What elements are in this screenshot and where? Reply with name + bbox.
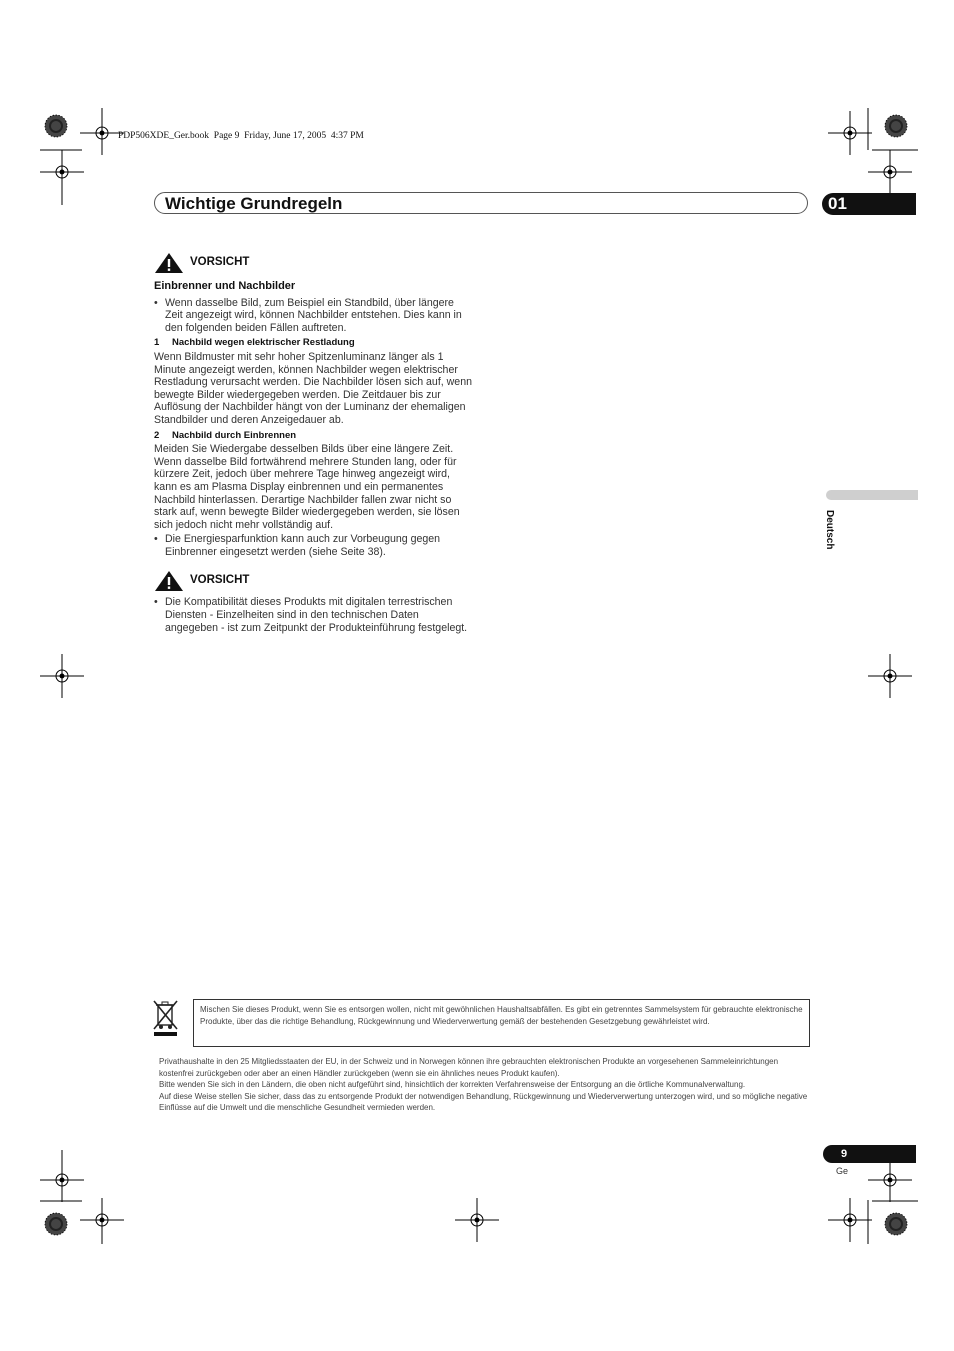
page-number: 9: [841, 1148, 848, 1160]
paragraph: Meiden Sie Wiedergabe desselben Bilds über eine längere Zeit. Wenn dasselbe Bild fortwährend mehrere Stunden lang, oder für kürzere Zeit, jedoch über mehrere Tage hinweg angezeigt wird, kann es am Plasma Display einbrennen und ein permanentes Nachbild hinterlassen. Derartige Nachbilder fallen zwar nicht so stark auf, wenn bewegte Bilder wiedergegeben werden, sie lösen sich jedoch nicht mehr vollständig auf.: [154, 443, 460, 531]
main-content: [154, 252, 474, 636]
bullet-item: • Wenn dasselbe Bild, zum Beispiel ein Standbild, über längere Zeit angezeigt wird, können Nachbilder entstehen. Dies kann in den folgenden beiden Fällen auftreten.: [154, 297, 474, 335]
chapter-number: 01: [828, 194, 847, 213]
paragraph: Wenn Bildmuster mit sehr hoher Spitzenluminanz länger als 1 Minute angezeigt werden, können Nachbilder wegen elektrischer Restladung verursacht werden. Die Nachbilder lösen sich auf, wenn bewegte Bilder wiedergegeben werden. Die Zeitdauer bis zur Auflösung der Nachbilder hängt von der Luminanz der ehemaligen Standbilder und deren Anzeigedauer ab.: [154, 350, 472, 426]
language-tab-label: Deutsch: [824, 510, 835, 550]
page-number-badge: [823, 1145, 916, 1163]
chapter-title-bar: [154, 192, 808, 214]
chapter-number-badge: [822, 193, 916, 215]
caution-heading-1: [154, 252, 474, 278]
language-tab: [826, 490, 918, 500]
file-info-header: PDP506XDE_Ger.book Page 9 Friday, June 17, 2005 4:37 PM: [118, 131, 364, 141]
paragraph: Auf diese Weise stellen Sie sicher, dass das zu entsorgende Produkt der notwendigen Behandlung, Rückgewinnung und Wiederverwertung unterzogen wird, und so mögliche negative Einflüsse auf die Umwelt und die menschliche Gesundheit vermieden werden.: [159, 1091, 808, 1113]
numbered-heading-1: 1 Nachbild wegen elektrischer Restladung: [154, 337, 355, 349]
crossed-out-wheelie-bin-icon: [152, 999, 180, 1037]
caution-label: VORSICHT: [190, 574, 250, 587]
paragraph: Bitte wenden Sie sich in den Ländern, die oben nicht aufgeführt sind, hinsichtlich der korrekten Verfahrensweise der Entsorgung an die örtliche Kommunalverwaltung.: [159, 1080, 746, 1090]
caution-label: VORSICHT: [190, 256, 250, 268]
bullet-item: • Die Kompatibilität dieses Produkts mit digitalen terrestrischen Diensten - Einzelheiten sind in den technischen Daten angegeben - ist zum Zeitpunkt der Produkteinführung festgelegt.: [154, 596, 474, 634]
paragraph: Privathaushalte in den 25 Mitgliedsstaaten der EU, in der Schweiz und in Norwegen können ihre gebrauchten elektronischen Produkte an vorgesehenen Sammeleinrichtungen kostenfrei zurückgeben oder aber an einen Händler zurückgeben (wenn sie ein ähnliches neues Produkt kaufen).: [159, 1057, 779, 1078]
disposal-notice-box: Mischen Sie dieses Produkt, wenn Sie es entsorgen wollen, nicht mit gewöhnlichen Haushaltsabfällen. Es gibt ein getrenntes Sammelsystem für gebrauchte elektronische Produkte, über das die richtige Behandlung, Rückgewinnung und Wiederverwertung gemäß der bestehenden Gesetzgebung gewährleistet wird.: [193, 999, 810, 1047]
warning-triangle-icon: [154, 252, 184, 274]
chapter-title: Wichtige Grundregeln: [165, 194, 343, 213]
disposal-notice-text: [159, 1056, 809, 1114]
bullet-item: • Die Energiesparfunktion kann auch zur Vorbeugung gegen Einbrenner eingesetzt werden (siehe Seite 38).: [154, 533, 474, 558]
caution-heading-2: [154, 570, 474, 596]
numbered-heading-2: 2 Nachbild durch Einbrennen: [154, 429, 297, 441]
page-language-code: Ge: [836, 1166, 849, 1176]
warning-triangle-icon: [154, 570, 184, 592]
section-heading: Einbrenner und Nachbilder: [154, 280, 296, 292]
